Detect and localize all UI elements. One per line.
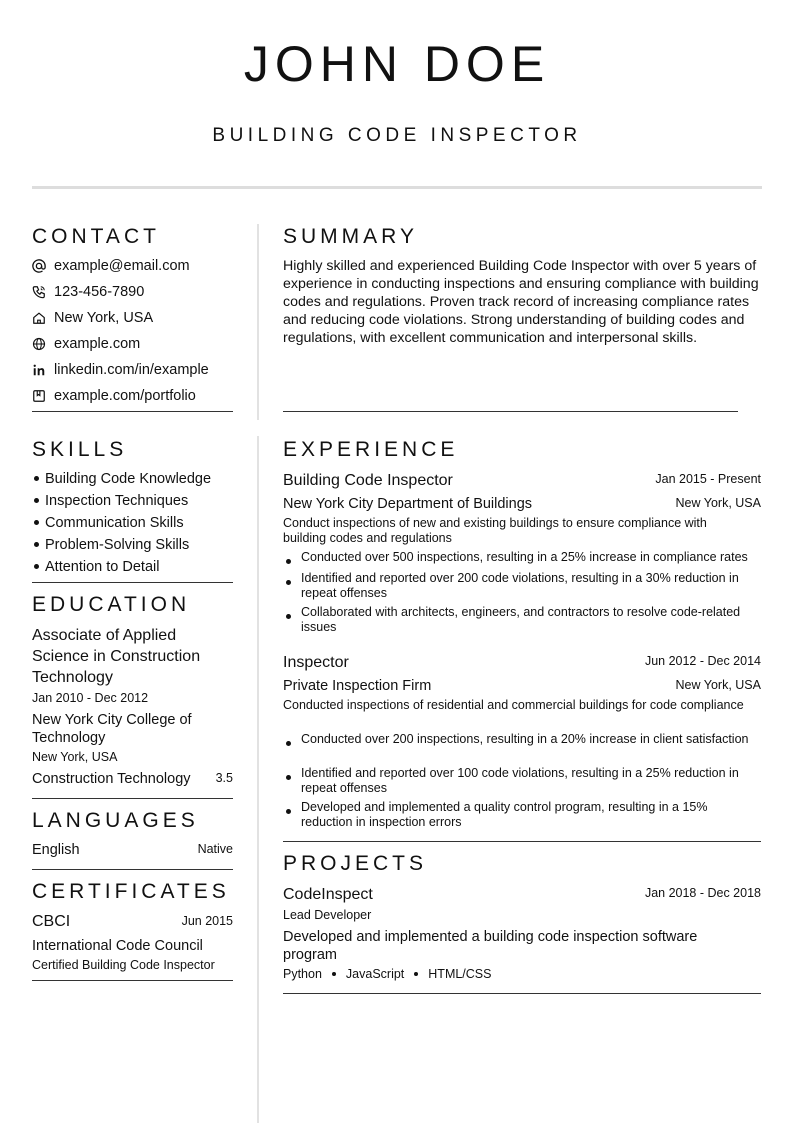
separator-dot-icon — [332, 972, 336, 976]
education-field: Construction Technology — [32, 771, 191, 787]
experience-heading: EXPERIENCE — [283, 438, 459, 461]
job-bullet-text: Identified and reported over 200 code violations, resulting in a 30% reduction in repeat offenses — [301, 571, 739, 600]
skill-label: Attention to Detail — [45, 559, 160, 575]
contact-location-text: New York, USA — [54, 310, 154, 326]
job-bullet-text: Developed and implemented a quality control program, resulting in a 15% reduction in inspection errors — [301, 800, 708, 829]
education-school: New York City College of Technology — [32, 712, 192, 746]
skill-label: Building Code Knowledge — [45, 471, 212, 487]
job-bullet — [286, 605, 761, 635]
header-divider — [32, 186, 762, 189]
email-icon — [32, 259, 46, 273]
job-bullet — [286, 800, 761, 830]
certificate-name: CBCI — [32, 913, 71, 930]
language-level: Native — [197, 842, 233, 856]
job-bullet-text: Identified and reported over 100 code violations, resulting in a 25% reduction in repeat offenses — [301, 766, 739, 795]
home-icon — [32, 311, 46, 325]
job-location: New York, USA — [675, 678, 761, 692]
certificates-heading: CERTIFICATES — [32, 880, 230, 903]
linkedin-icon — [32, 363, 46, 377]
job-dates: Jan 2015 - Present — [655, 472, 761, 486]
contact-heading: CONTACT — [32, 225, 160, 248]
contact-website-text: example.com — [54, 336, 141, 352]
project-tech-list — [283, 966, 491, 982]
job-dates: Jun 2012 - Dec 2014 — [644, 654, 761, 668]
summary-text: Highly skilled and experienced Building Code Inspector with over 5 years of experience in conducting inspections and ensuring compliance with building codes and regulations. Proven track record of increasing compliance rates and reducing code violations. Strong understanding of building codes and regulations, with excellent communication and interpersonal skills. — [283, 258, 759, 346]
skills-heading: SKILLS — [32, 438, 128, 461]
project-name: CodeInspect — [283, 886, 373, 903]
skill-label: Inspection Techniques — [45, 493, 189, 509]
job-title: BUILDING CODE INSPECTOR — [212, 125, 582, 146]
contact-portfolio[interactable] — [32, 386, 196, 406]
skill-item — [32, 513, 184, 533]
contact-phone-text: 123-456-7890 — [54, 284, 145, 300]
job-bullet — [286, 571, 761, 601]
job-role: Inspector — [283, 654, 349, 671]
contact-portfolio-text: example.com/portfolio — [54, 388, 196, 404]
contact-linkedin-text: linkedin.com/in/example — [54, 362, 209, 378]
experience-divider — [283, 841, 761, 842]
bullet-icon — [286, 809, 291, 814]
education-degree: Associate of Applied Science in Construction Technology — [32, 627, 201, 686]
tech-tag: HTML/CSS — [428, 967, 492, 981]
certificate-description: Certified Building Code Inspector — [32, 958, 215, 972]
job-role: Building Code Inspector — [283, 472, 453, 489]
job-description: Conducted inspections of residential and commercial buildings for code compliance — [283, 698, 744, 712]
column-divider-top — [257, 224, 259, 420]
bullet-icon — [286, 614, 291, 619]
job-bullet — [286, 550, 761, 565]
job-bullet-text: Collaborated with architects, engineers, and contractors to resolve code-related issues — [301, 605, 741, 634]
skills-divider — [32, 582, 233, 583]
contact-location — [32, 308, 153, 328]
job-company: Private Inspection Firm — [283, 678, 432, 694]
language-name: English — [32, 842, 80, 858]
education-gpa: 3.5 — [215, 771, 233, 785]
certificates-divider — [32, 980, 233, 981]
job-bullet — [286, 732, 761, 747]
job-location: New York, USA — [675, 496, 761, 510]
summary-divider — [283, 411, 738, 412]
bullet-icon — [34, 542, 39, 547]
project-role: Lead Developer — [283, 908, 372, 922]
languages-heading: LANGUAGES — [32, 809, 199, 832]
skill-label: Communication Skills — [45, 515, 184, 531]
project-dates: Jan 2018 - Dec 2018 — [644, 886, 761, 900]
skill-label: Problem-Solving Skills — [45, 537, 190, 553]
education-heading: EDUCATION — [32, 593, 191, 616]
contact-linkedin[interactable] — [32, 360, 209, 380]
globe-icon — [32, 337, 46, 351]
education-location: New York, USA — [32, 750, 118, 764]
contact-divider — [32, 411, 233, 412]
projects-divider — [283, 993, 761, 994]
education-dates: Jan 2010 - Dec 2012 — [32, 691, 149, 705]
bullet-icon — [286, 741, 291, 746]
tech-tag: Python — [283, 967, 322, 981]
bullet-icon — [34, 564, 39, 569]
job-company: New York City Department of Buildings — [283, 496, 533, 512]
skill-item — [32, 557, 159, 577]
candidate-name: JOHN DOE — [243, 36, 551, 92]
tech-tag: JavaScript — [345, 967, 405, 981]
bullet-icon — [286, 775, 291, 780]
certificate-issuer: International Code Council — [32, 938, 203, 954]
portfolio-icon — [32, 389, 46, 403]
column-divider-bottom — [257, 436, 259, 1123]
phone-icon — [32, 285, 46, 299]
job-description: Conduct inspections of new and existing buildings to ensure compliance with building codes and regulations — [283, 516, 707, 545]
job-bullet-text: Conducted over 200 inspections, resulting in a 20% increase in client satisfaction — [301, 732, 749, 746]
job-bullet-text: Conducted over 500 inspections, resulting in a 25% increase in compliance rates — [301, 550, 748, 564]
project-description: Developed and implemented a building code inspection software program — [283, 929, 698, 963]
bullet-icon — [34, 498, 39, 503]
education-divider — [32, 798, 233, 799]
bullet-icon — [286, 559, 291, 564]
contact-email[interactable] — [32, 256, 190, 276]
contact-website[interactable] — [32, 334, 140, 354]
skill-item — [32, 469, 211, 489]
certificate-date: Jun 2015 — [181, 914, 233, 928]
job-bullet — [286, 766, 761, 796]
bullet-icon — [34, 476, 39, 481]
contact-phone[interactable] — [32, 282, 144, 302]
bullet-icon — [34, 520, 39, 525]
skill-item — [32, 535, 189, 555]
separator-dot-icon — [414, 972, 418, 976]
skill-item — [32, 491, 188, 511]
projects-heading: PROJECTS — [283, 852, 428, 875]
bullet-icon — [286, 580, 291, 585]
contact-email-text: example@email.com — [54, 258, 190, 274]
summary-heading: SUMMARY — [283, 225, 418, 248]
languages-divider — [32, 869, 233, 870]
